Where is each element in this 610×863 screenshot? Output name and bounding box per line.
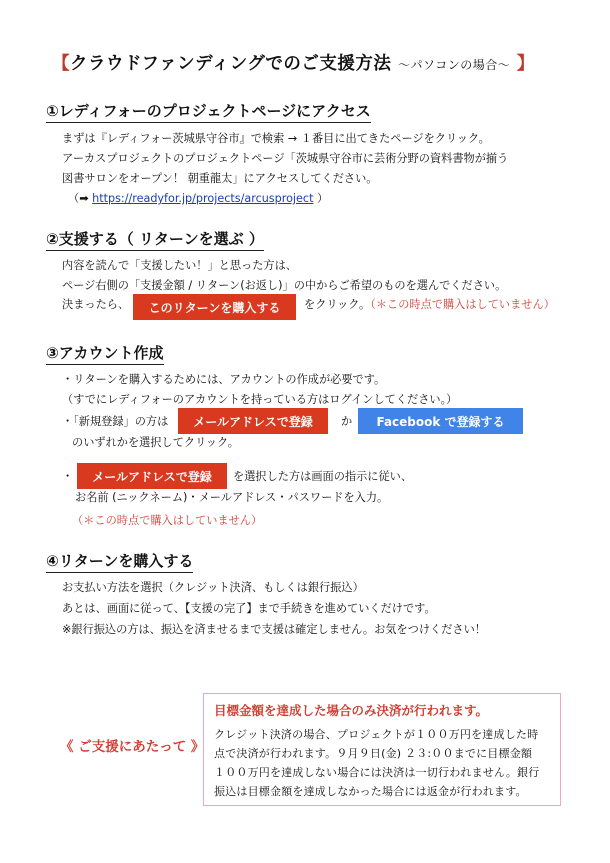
section-3-bullet: ・ [62, 470, 74, 483]
title-bracket-open: 【 [52, 54, 70, 74]
section-3-after-select: を選択した方は画面の指示に従い、 [233, 470, 413, 483]
section-2-note: （＊この時点で購入はしていません） [370, 298, 555, 311]
title-bracket-close: 】 [516, 54, 535, 74]
arrow-icon: （➡ [68, 192, 93, 205]
page-title [52, 50, 572, 75]
title-sub: ～パソコンの場合～ [397, 58, 511, 72]
email-register-button[interactable]: メールアドレスで登録 [178, 408, 328, 434]
section-4-line-2: あとは、画面に従って、【支援の完了】まで手続きを進めていくだけです。 [62, 602, 436, 615]
notice-body [214, 725, 550, 801]
section-3-or: か [341, 415, 353, 428]
section-2-line-1: 内容を読んで「支援したい！」と思った方は、 [62, 259, 297, 272]
section-2-heading: ②支援する（ リターンを選ぶ ） [46, 228, 264, 249]
section-3-heading: ③アカウント作成 [46, 342, 164, 363]
notice-line: 振込は目標金額を達成しなかった場合には返金が行われます。 [214, 785, 527, 798]
email-register-button-2[interactable]: メールアドレスで登録 [77, 463, 227, 489]
section-4-line-3: ※銀行振込の方は、振込を済ませるまで支援は確定しません。お気をつけください！ [62, 623, 486, 636]
support-label: 《 ご支援にあたって 》 [60, 739, 205, 755]
section-3-line-1: ・リターンを購入するためには、アカウントの作成が必要です。 [62, 373, 386, 386]
section-1-line-1: まずは『レディフォー茨城県守谷市』で検索 → １番目に出てきたページをクリック。 [62, 132, 490, 145]
section-1-link-line: （➡ https://readyfor.jp/projects/arcusproject ） [68, 192, 329, 205]
notice-line: １００万円を達成しない場合には決済は一切行われません。銀行 [214, 766, 540, 779]
notice-line: クレジット決済の場合、プロジェクトが１００万円を達成した時 [214, 728, 539, 741]
project-link[interactable]: https://readyfor.jp/projects/arcusproject [92, 192, 314, 205]
section-3-note: （＊この時点で購入はしていません） [72, 514, 263, 527]
title-main: クラウドファンディングでのご支援方法 [70, 54, 392, 74]
section-2-line-2: ページ右側の「支援金額 / リターン(お返し)」の中からご希望のものを選んでください。 [62, 279, 507, 292]
section-1-line-2: アーカスプロジェクトのプロジェクトページ「茨城県守谷市に芸術分野の資料書物が揃う [62, 152, 509, 165]
section-3-line-2: （すでにレディフォーのアカウントを持っている方はログインしてください。） [62, 393, 458, 406]
notice-title: 目標金額を達成した場合のみ決済が行われます。 [214, 703, 489, 718]
section-2-click: をクリック。（＊この時点で購入はしていません） [304, 298, 555, 311]
notice-line: 点で決済が行われます。９月９日(金) ２３:００までに目標金額 [214, 747, 533, 760]
section-2-decided: 決まったら、 [62, 298, 130, 311]
section-4-line-1: お支払い方法を選択（クレジット決済、もしくは銀行振込） [62, 581, 364, 594]
buy-return-button[interactable]: このリターンを購入する [133, 294, 296, 320]
section-1-line-3: 図書サロンをオープン！ 朝重龍太」にアクセスしてください。 [62, 172, 378, 185]
section-3-new-reg: ・「新規登録」の方は [62, 415, 169, 428]
section-3-input: お名前 (ニックネーム)・メールアドレス・パスワードを入力。 [75, 491, 389, 504]
section-4-heading: ④リターンを購入する [46, 550, 193, 571]
section-1-heading: ①レディフォーのプロジェクトページにアクセス [46, 100, 371, 121]
facebook-register-button[interactable]: Facebook で登録する [358, 408, 523, 434]
section-3-choose: のいずれかを選択してクリック。 [72, 436, 239, 449]
notice-box [203, 693, 561, 806]
